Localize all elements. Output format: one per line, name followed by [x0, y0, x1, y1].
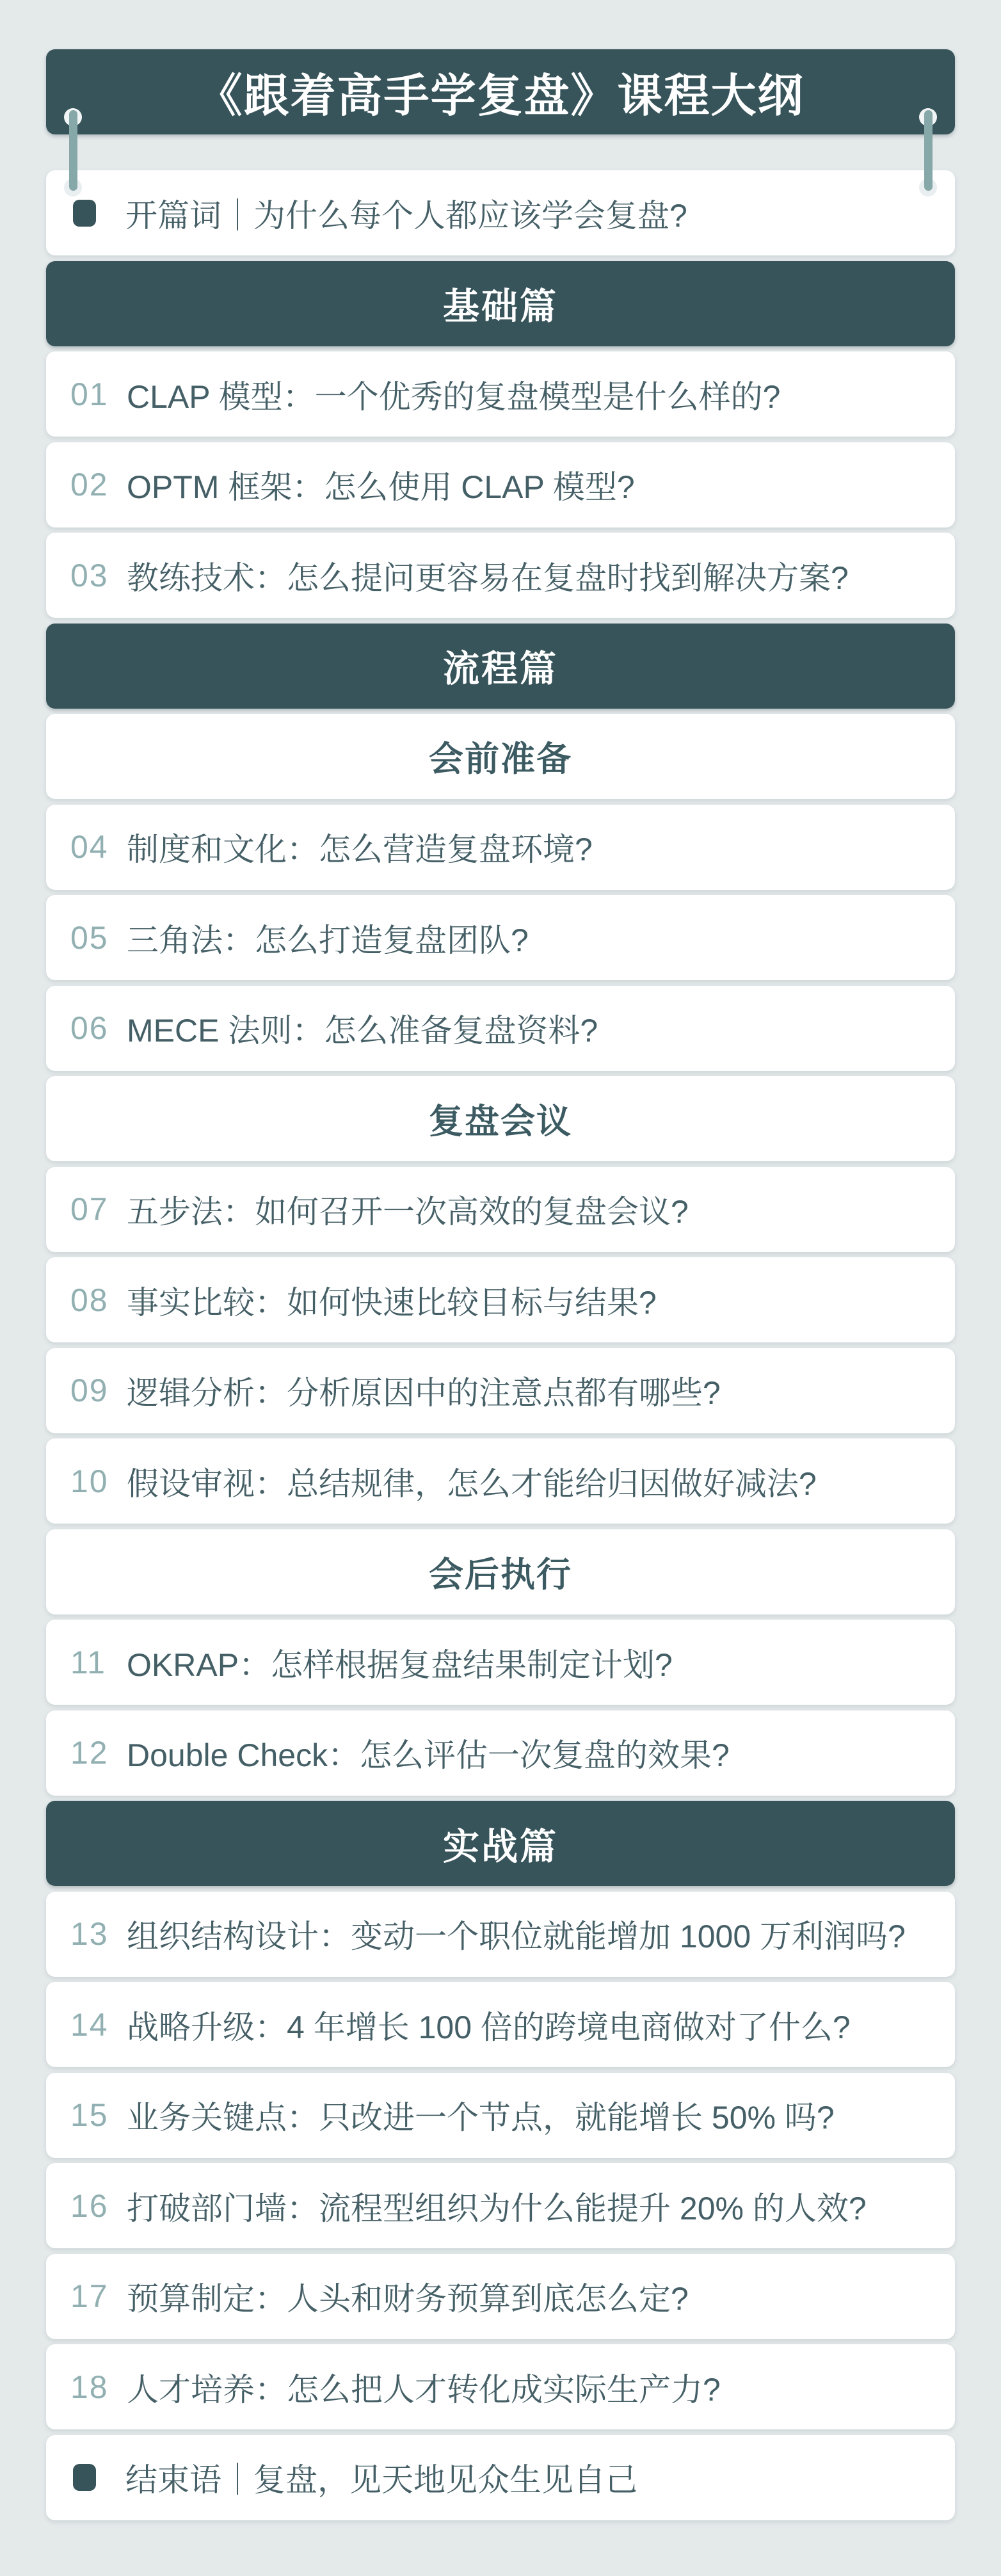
lesson-item-11	[46, 1620, 955, 1705]
lesson-item-17	[46, 2254, 955, 2339]
lesson-number: 05	[70, 919, 109, 956]
section-header-process	[46, 624, 955, 709]
page-title	[46, 49, 955, 134]
closing-item-text: 结束语｜复盘，见天地见众生见自己	[125, 2462, 637, 2498]
pin-bar-icon	[924, 110, 933, 191]
lesson-item-13	[46, 1892, 955, 1977]
lesson-number: 14	[70, 2006, 109, 2043]
lesson-number: 11	[70, 1644, 106, 1680]
subsection-header-post-meeting	[46, 1529, 955, 1614]
lesson-number: 04	[70, 829, 109, 865]
lesson-title: 教练技术：怎么提问更容易在复盘时找到解决方案?	[127, 559, 849, 596]
lesson-number: 03	[70, 557, 109, 593]
section-header-basics	[46, 261, 955, 346]
lesson-title: 人才培养：怎么把人才转化成实际生产力?	[127, 2371, 721, 2408]
lesson-title: CLAP 模型：一个优秀的复盘模型是什么样的?	[127, 378, 781, 415]
lesson-item-08	[46, 1257, 955, 1342]
subsection-header-text: 会后执行	[429, 1555, 572, 1594]
lesson-item-01	[46, 351, 955, 437]
lesson-title: 业务关键点：只改进一个节点，就能增长 50% 吗?	[127, 2100, 835, 2136]
lesson-item-12	[46, 1711, 955, 1796]
page-title-text: 《跟着高手学复盘》课程大纲	[196, 70, 805, 122]
lesson-number: 15	[70, 2097, 109, 2133]
intro-item-text: 开篇词｜为什么每个人都应该学会复盘?	[125, 197, 687, 234]
lesson-number: 10	[70, 1463, 109, 1499]
lesson-item-16	[46, 2163, 955, 2248]
section-header-text: 实战篇	[443, 1826, 558, 1867]
lesson-title: 战略升级：4 年增长 100 倍的跨境电商做对了什么?	[127, 2009, 851, 2045]
lesson-number: 07	[70, 1191, 109, 1227]
lesson-number: 06	[70, 1010, 109, 1046]
intro-item	[46, 170, 955, 255]
lesson-title: 事实比较：如何快速比较目标与结果?	[127, 1284, 657, 1321]
lesson-number: 18	[70, 2369, 109, 2405]
subsection-header-pre-meeting	[46, 714, 955, 799]
lesson-item-18	[46, 2344, 955, 2429]
lesson-item-04	[46, 805, 955, 890]
lesson-number: 12	[70, 1735, 109, 1771]
lesson-title: 打破部门墙：流程型组织为什么能提升 20% 的人效?	[127, 2190, 867, 2226]
lesson-number: 16	[70, 2187, 109, 2224]
section-header-text: 基础篇	[443, 286, 558, 327]
lesson-item-15	[46, 2073, 955, 2158]
lesson-number: 09	[70, 1373, 109, 1408]
lesson-item-09	[46, 1348, 955, 1433]
lesson-item-14	[46, 1982, 955, 2067]
lesson-number: 01	[70, 376, 109, 412]
lesson-item-10	[46, 1438, 955, 1524]
lesson-number: 02	[70, 467, 109, 503]
lesson-title: Double Check：怎么评估一次复盘的效果?	[127, 1737, 730, 1773]
lesson-item-07	[46, 1167, 955, 1252]
lesson-item-02	[46, 442, 955, 527]
lesson-item-06	[46, 986, 955, 1071]
lesson-title: 三角法：怎么打造复盘团队?	[127, 922, 529, 958]
lesson-title: 制度和文化：怎么营造复盘环境?	[127, 832, 593, 867]
subsection-header-text: 会前准备	[429, 740, 572, 778]
lesson-title: 逻辑分析：分析原因中的注意点都有哪些?	[127, 1375, 721, 1411]
closing-item	[46, 2435, 955, 2520]
lesson-title: OPTM 框架：怎么使用 CLAP 模型?	[127, 469, 635, 505]
lesson-title: OKRAP：怎样根据复盘结果制定计划?	[127, 1646, 673, 1683]
course-outline-list	[46, 49, 955, 2520]
lesson-title: 假设审视：总结规律，怎么才能给归因做好减法?	[127, 1465, 817, 1502]
lesson-item-05	[46, 895, 955, 980]
square-bullet-icon	[73, 200, 96, 227]
section-header-text: 流程篇	[443, 648, 558, 689]
lesson-title: 组织结构设计：变动一个职位就能增加 1000 万利润吗?	[127, 1919, 906, 1954]
lesson-item-03	[46, 533, 955, 618]
section-header-practice	[46, 1801, 955, 1886]
lesson-number: 08	[70, 1282, 109, 1318]
subsection-header-review-meeting	[46, 1076, 955, 1161]
pin-bar-icon	[69, 110, 77, 191]
lesson-number: 17	[70, 2278, 109, 2314]
lesson-title: 五步法：如何召开一次高效的复盘会议?	[127, 1194, 689, 1230]
lesson-title: MECE 法则：怎么准备复盘资料?	[127, 1013, 598, 1049]
lesson-number: 13	[70, 1916, 109, 1952]
subsection-header-text: 复盘会议	[429, 1102, 572, 1141]
square-bullet-icon	[73, 2464, 96, 2491]
lesson-title: 预算制定：人头和财务预算到底怎么定?	[127, 2281, 689, 2317]
